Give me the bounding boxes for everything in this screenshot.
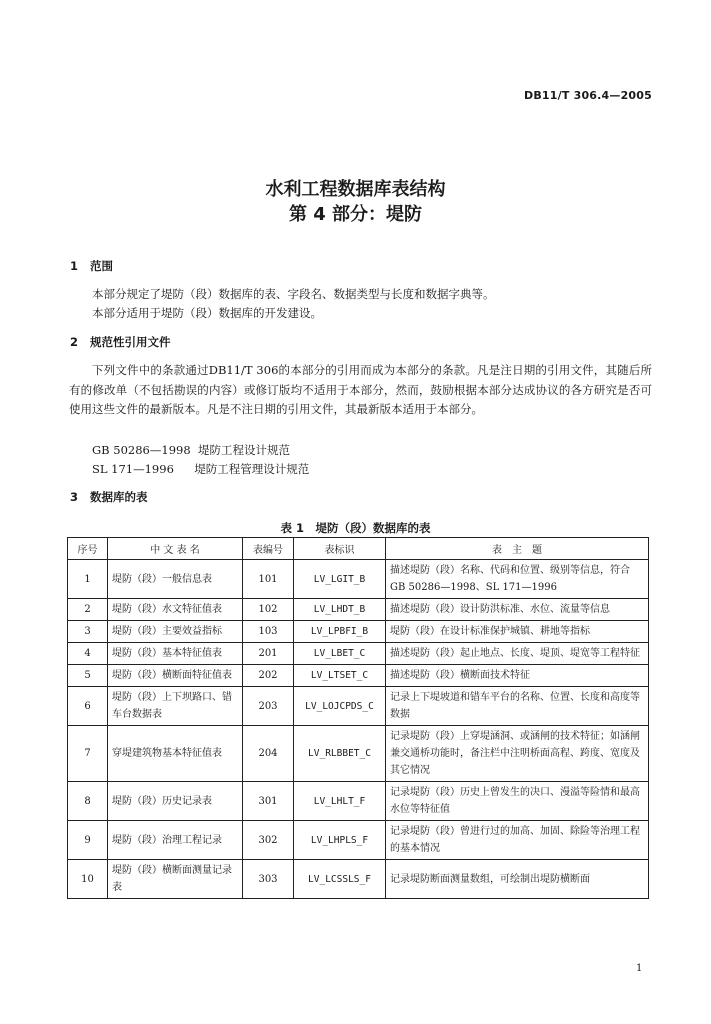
- cell-desc: 堤防（段）在设计标准保护城镇、耕地等指标: [386, 621, 649, 643]
- table-row: [68, 643, 649, 665]
- table-caption: 表 1 堤防（段）数据库的表: [280, 521, 431, 535]
- document-subtitle: 第 4 部分：堤防: [288, 204, 423, 225]
- section-heading-scope: [70, 258, 113, 274]
- cell-name: 堤防（段）水文特征值表: [108, 599, 243, 621]
- cell-name: 堤防（段）一般信息表: [108, 560, 243, 599]
- section-number: 1: [70, 259, 79, 273]
- cell-id: LV_LBET_C: [294, 643, 386, 665]
- references-paragraph: 下列文件中的条款通过DB11/T 306的本部分的引用而成为本部分的条款。凡是注日期的引用文件，其随后所有的修改单（不包括勘误的内容）或修订版均不适用于本部分，然而，鼓励根据本部分达成协议的各方研究是否可使用这些文件的最新版本。凡是不注日期的引用文件，其最新版本适用于本部分。: [69, 363, 652, 416]
- table-row: [68, 599, 649, 621]
- cell-code: 302: [243, 821, 294, 860]
- cell-code: 303: [243, 860, 294, 899]
- cell-name: 堤防（段）基本特征值表: [108, 643, 243, 665]
- cell-id: LV_LCSSLS_F: [294, 860, 386, 899]
- section-number: 2: [70, 335, 79, 349]
- reference-item: [92, 461, 309, 477]
- cell-code: 301: [243, 782, 294, 821]
- reference-title: 堤防工程设计规范: [197, 443, 290, 457]
- section-title: 规范性引用文件: [90, 335, 171, 349]
- cell-id: LV_LHPLS_F: [294, 821, 386, 860]
- cell-id: LV_LTSET_C: [294, 665, 386, 687]
- header-desc: 表 主 题: [386, 538, 649, 560]
- reference-code: SL 171—1996: [92, 462, 174, 476]
- cell-name: 堤防（段）治理工程记录: [108, 821, 243, 860]
- standard-code: DB11/T 306.4—2005: [524, 89, 652, 102]
- reference-code: GB 50286—1998: [92, 443, 191, 457]
- cell-no: 10: [68, 860, 108, 899]
- header-id: 表标识: [294, 538, 386, 560]
- table-row: [68, 821, 649, 860]
- cell-code: 103: [243, 621, 294, 643]
- section-heading-references: [70, 334, 171, 350]
- cell-code: 202: [243, 665, 294, 687]
- table-row: [68, 687, 649, 726]
- table-row: [68, 726, 649, 782]
- cell-no: 1: [68, 560, 108, 599]
- cell-name: 堤防（段）主要效益指标: [108, 621, 243, 643]
- scope-paragraph-2: 本部分适用于堤防（段）数据库的开发建设。: [92, 306, 322, 320]
- cell-name: 堤防（段）上下坝路口、错车台数据表: [108, 687, 243, 726]
- cell-id: LV_LHLT_F: [294, 782, 386, 821]
- cell-desc: 描述堤防（段）横断面技术特征: [386, 665, 649, 687]
- section-number: 3: [70, 490, 79, 504]
- cell-id: LV_LGIT_B: [294, 560, 386, 599]
- cell-no: 6: [68, 687, 108, 726]
- section-heading-tables: [70, 489, 148, 505]
- cell-desc: 描述堤防（段）起止地点、长度、堤顶、堤宽等工程特征: [386, 643, 649, 665]
- cell-name: 堤防（段）横断面特征值表: [108, 665, 243, 687]
- cell-id: LV_LHDT_B: [294, 599, 386, 621]
- table-row: [68, 560, 649, 599]
- cell-desc: 记录上下堤坡道和错车平台的名称、位置、长度和高度等数据: [386, 687, 649, 726]
- document-title: 水利工程数据库表结构: [265, 179, 446, 200]
- cell-no: 3: [68, 621, 108, 643]
- cell-name: 堤防（段）横断面测量记录表: [108, 860, 243, 899]
- cell-code: 201: [243, 643, 294, 665]
- reference-title: 堤防工程管理设计规范: [194, 462, 310, 476]
- cell-desc: 记录堤防（段）历史上曾发生的决口、漫溢等险情和最高水位等特征值: [386, 782, 649, 821]
- header-no: 序号: [68, 538, 108, 560]
- section-title: 数据库的表: [90, 490, 148, 504]
- cell-name: 堤防（段）历史记录表: [108, 782, 243, 821]
- page-number: 1: [636, 963, 643, 974]
- cell-no: 2: [68, 599, 108, 621]
- cell-code: 101: [243, 560, 294, 599]
- cell-id: LV_LOJCPDS_C: [294, 687, 386, 726]
- table-row: [68, 860, 649, 899]
- table-row: [68, 665, 649, 687]
- cell-desc: 记录堤防（段）曾进行过的加高、加固、除险等治理工程的基本情况: [386, 821, 649, 860]
- table-header-row: [68, 538, 649, 560]
- cell-desc: 描述堤防（段）名称、代码和位置、级别等信息，符合 GB 50286—1998、SL 171—1996: [386, 560, 649, 599]
- table-row: [68, 782, 649, 821]
- cell-code: 203: [243, 687, 294, 726]
- scope-paragraph-1: 本部分规定了堤防（段）数据库的表、字段名、数据类型与长度和数据字典等。: [92, 287, 495, 301]
- header-name: 中 文 表 名: [108, 538, 243, 560]
- reference-item: [92, 442, 290, 458]
- cell-desc: 记录堤防断面测量数组，可绘制出堤防横断面: [386, 860, 649, 899]
- cell-name: 穿堤建筑物基本特征值表: [108, 726, 243, 782]
- database-tables-table: [67, 537, 649, 899]
- header-code: 表编号: [243, 538, 294, 560]
- cell-id: LV_LPBFI_B: [294, 621, 386, 643]
- table-row: [68, 621, 649, 643]
- cell-id: LV_RLBBET_C: [294, 726, 386, 782]
- cell-code: 102: [243, 599, 294, 621]
- cell-no: 4: [68, 643, 108, 665]
- cell-no: 5: [68, 665, 108, 687]
- cell-no: 7: [68, 726, 108, 782]
- cell-no: 9: [68, 821, 108, 860]
- section-title: 范围: [90, 259, 113, 273]
- cell-code: 204: [243, 726, 294, 782]
- cell-desc: 描述堤防（段）设计防洪标准、水位、流量等信息: [386, 599, 649, 621]
- cell-no: 8: [68, 782, 108, 821]
- cell-desc: 记录堤防（段）上穿堤涵洞、或涵闸的技术特征；如涵闸兼交通桥功能时，备注栏中注明桥面高程、跨度、宽度及其它情况: [386, 726, 649, 782]
